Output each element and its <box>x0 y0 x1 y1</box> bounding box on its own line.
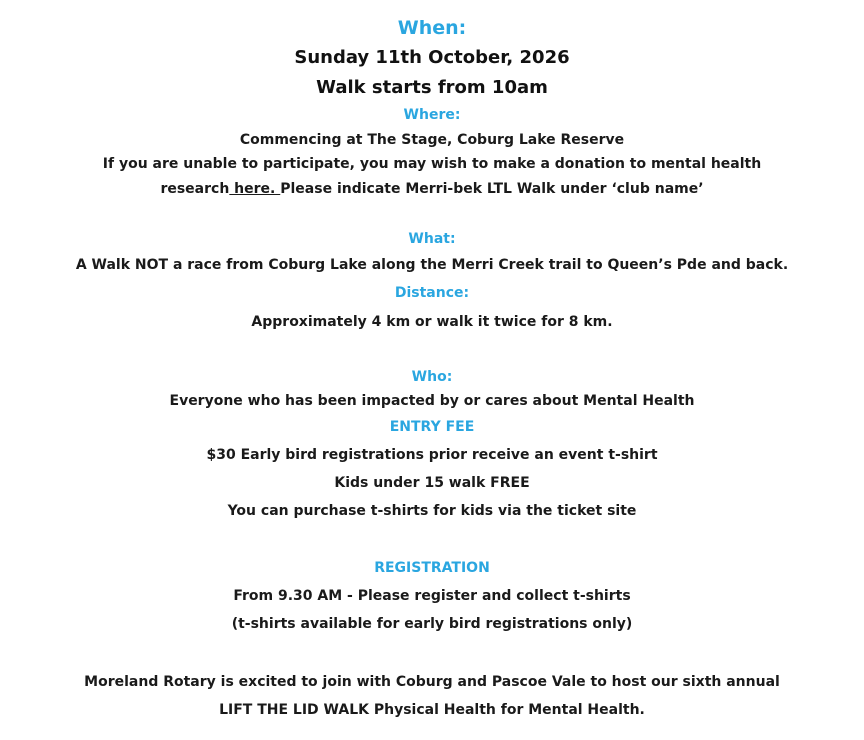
what-heading: What: <box>408 231 456 247</box>
closing-line1: Moreland Rotary is excited to join with Coburg and Pascoe Vale to host our sixth annual <box>84 674 780 690</box>
entry-fee-line1: $30 Early bird registrations prior receive an event t-shirt <box>206 447 658 463</box>
registration-heading: REGISTRATION <box>374 560 490 576</box>
donation-link[interactable]: here. <box>229 181 281 197</box>
who-description: Everyone who has been impacted by or cares about Mental Health <box>169 393 695 409</box>
donation-text-line1: If you are unable to participate, you may wish to make a donation to mental health <box>102 156 762 172</box>
donation-text-line2 <box>0 182 864 196</box>
entry-fee-line3: You can purchase t-shirts for kids via the ticket site <box>227 503 637 519</box>
entry-fee-heading: ENTRY FEE <box>389 419 475 435</box>
where-heading: Where: <box>403 107 461 123</box>
entry-fee-line2: Kids under 15 walk FREE <box>334 475 530 491</box>
distance-heading: Distance: <box>394 285 470 301</box>
closing-line2: LIFT THE LID WALK Physical Health for Mental Health. <box>219 702 645 718</box>
who-heading: Who: <box>411 369 453 385</box>
registration-line2: (t-shirts available for early bird registrations only) <box>231 616 633 632</box>
donation-prefix: research <box>160 181 230 197</box>
event-date: Sunday 11th October, 2026 <box>294 47 570 68</box>
registration-line1: From 9.30 AM - Please register and collect t-shirts <box>233 588 631 604</box>
when-heading: When: <box>397 17 467 39</box>
donation-suffix: Please indicate Merri-bek LTL Walk under ‘club name’ <box>280 181 704 197</box>
event-start-time: Walk starts from 10am <box>316 77 548 98</box>
what-description: A Walk NOT a race from Coburg Lake along the Merri Creek trail to Queen’s Pde and back. <box>75 257 789 273</box>
distance-description: Approximately 4 km or walk it twice for 8 km. <box>251 314 613 330</box>
event-location: Commencing at The Stage, Coburg Lake Reserve <box>239 132 625 148</box>
